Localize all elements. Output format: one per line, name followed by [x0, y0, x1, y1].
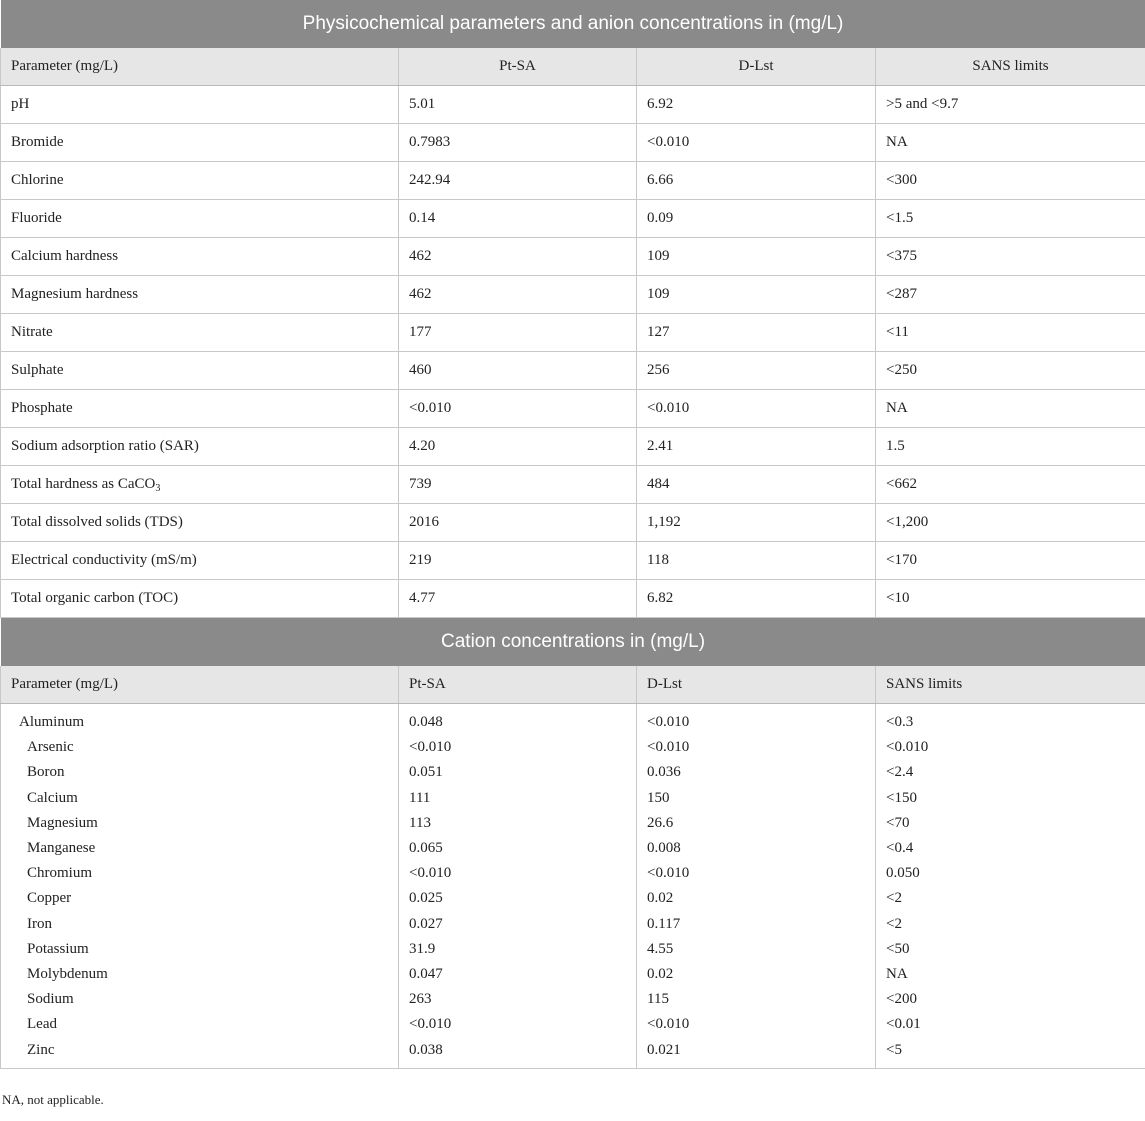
d-lst-cell: 6.66	[637, 162, 876, 200]
d-lst-cell: 6.92	[637, 86, 876, 124]
parameter-cell: Nitrate	[1, 314, 399, 352]
parameter-cell: Copper	[1, 886, 399, 911]
table-row	[1, 987, 1145, 1012]
parameter-cell: Sodium adsorption ratio (SAR)	[1, 428, 399, 466]
pt-sa-cell: 177	[399, 314, 637, 352]
sans-limit-cell: 0.050	[876, 861, 1145, 886]
table-row	[1, 861, 1145, 886]
sans-limit-cell: 1.5	[876, 428, 1145, 466]
parameter-cell: Chromium	[1, 861, 399, 886]
parameter-cell: Bromide	[1, 124, 399, 162]
cation-section	[1, 618, 1145, 1069]
parameter-cell: Manganese	[1, 836, 399, 861]
sans-limit-cell: <250	[876, 352, 1145, 390]
table-row	[1, 504, 1145, 542]
d-lst-cell: <0.010	[637, 390, 876, 428]
table-row	[1, 811, 1145, 836]
parameter-cell: Chlorine	[1, 162, 399, 200]
sans-limit-cell: NA	[876, 124, 1145, 162]
d-lst-cell: 127	[637, 314, 876, 352]
pt-sa-cell: 0.14	[399, 200, 637, 238]
caco3-subscript: 3	[155, 482, 161, 494]
anion-header-row	[1, 48, 1145, 86]
parameter-cell: Zinc	[1, 1037, 399, 1068]
parameter-cell: Molybdenum	[1, 962, 399, 987]
sans-limit-cell: <5	[876, 1037, 1145, 1068]
table-row	[1, 314, 1145, 352]
table-row	[1, 735, 1145, 760]
sans-limit-cell: <2	[876, 912, 1145, 937]
d-lst-cell: <0.010	[637, 1012, 876, 1037]
header-parameter: Parameter (mg/L)	[1, 666, 399, 704]
sans-limit-cell: NA	[876, 390, 1145, 428]
sans-limit-cell: <0.010	[876, 735, 1145, 760]
table-row	[1, 912, 1145, 937]
table-row	[1, 962, 1145, 987]
sans-limit-cell: <150	[876, 786, 1145, 811]
d-lst-cell: <0.010	[637, 704, 876, 736]
pt-sa-cell: 0.027	[399, 912, 637, 937]
anion-section	[1, 0, 1145, 618]
d-lst-cell: <0.010	[637, 735, 876, 760]
cation-section-title: Cation concentrations in (mg/L)	[1, 618, 1145, 667]
header-pt-sa: Pt-SA	[399, 48, 637, 86]
parameter-cell: Sulphate	[1, 352, 399, 390]
d-lst-cell: 0.036	[637, 760, 876, 785]
sans-limit-cell: <1.5	[876, 200, 1145, 238]
parameter-cell: Calcium	[1, 786, 399, 811]
table-row	[1, 162, 1145, 200]
pt-sa-cell: <0.010	[399, 735, 637, 760]
parameter-cell: Boron	[1, 760, 399, 785]
pt-sa-cell: 0.051	[399, 760, 637, 785]
sans-limit-cell: <200	[876, 987, 1145, 1012]
pt-sa-cell: 2016	[399, 504, 637, 542]
header-d-lst: D-Lst	[637, 666, 876, 704]
pt-sa-cell: 0.7983	[399, 124, 637, 162]
table-row	[1, 238, 1145, 276]
parameter-cell: Iron	[1, 912, 399, 937]
d-lst-cell: 0.008	[637, 836, 876, 861]
header-parameter: Parameter (mg/L)	[1, 48, 399, 86]
parameter-cell: Lead	[1, 1012, 399, 1037]
table-row	[1, 200, 1145, 238]
table-row	[1, 580, 1145, 618]
sans-limit-cell: <11	[876, 314, 1145, 352]
d-lst-cell: 0.021	[637, 1037, 876, 1068]
anion-section-title: Physicochemical parameters and anion concentrations in (mg/L)	[1, 0, 1145, 48]
sans-limit-cell: <2	[876, 886, 1145, 911]
table-row	[1, 542, 1145, 580]
sans-limit-cell: <170	[876, 542, 1145, 580]
pt-sa-cell: 0.047	[399, 962, 637, 987]
header-pt-sa: Pt-SA	[399, 666, 637, 704]
pt-sa-cell: 739	[399, 466, 637, 504]
parameter-cell: Arsenic	[1, 735, 399, 760]
pt-sa-cell: 113	[399, 811, 637, 836]
pt-sa-cell: <0.010	[399, 861, 637, 886]
parameter-cell: Electrical conductivity (mS/m)	[1, 542, 399, 580]
parameter-cell: Aluminum	[1, 704, 399, 736]
d-lst-cell: 115	[637, 987, 876, 1012]
d-lst-cell: 256	[637, 352, 876, 390]
table-row	[1, 276, 1145, 314]
parameter-cell: Magnesium	[1, 811, 399, 836]
sans-limit-cell: NA	[876, 962, 1145, 987]
sans-limit-cell: >5 and <9.7	[876, 86, 1145, 124]
pt-sa-cell: 31.9	[399, 937, 637, 962]
pt-sa-cell: 0.065	[399, 836, 637, 861]
parameter-cell: Fluoride	[1, 200, 399, 238]
parameter-cell: Phosphate	[1, 390, 399, 428]
d-lst-cell: 26.6	[637, 811, 876, 836]
sans-limit-cell: <0.4	[876, 836, 1145, 861]
parameter-cell: Total hardness as CaCO$_3$	[1, 466, 399, 504]
parameter-cell: Total organic carbon (TOC)	[1, 580, 399, 618]
d-lst-cell: 1,192	[637, 504, 876, 542]
d-lst-cell: 0.02	[637, 962, 876, 987]
table-row	[1, 466, 1145, 504]
pt-sa-cell: 111	[399, 786, 637, 811]
d-lst-cell: 109	[637, 238, 876, 276]
table-row	[1, 86, 1145, 124]
d-lst-cell: <0.010	[637, 124, 876, 162]
d-lst-cell: 150	[637, 786, 876, 811]
sans-limit-cell: <2.4	[876, 760, 1145, 785]
table-row	[1, 937, 1145, 962]
sans-limit-cell: <50	[876, 937, 1145, 962]
table-row	[1, 836, 1145, 861]
pt-sa-cell: 4.77	[399, 580, 637, 618]
table-row	[1, 886, 1145, 911]
sans-limit-cell: <300	[876, 162, 1145, 200]
pt-sa-cell: 4.20	[399, 428, 637, 466]
sans-limit-cell: <1,200	[876, 504, 1145, 542]
d-lst-cell: 6.82	[637, 580, 876, 618]
header-sans-limits: SANS limits	[876, 666, 1145, 704]
d-lst-cell: 118	[637, 542, 876, 580]
table-row	[1, 786, 1145, 811]
parameter-cell: pH	[1, 86, 399, 124]
parameter-cell: Potassium	[1, 937, 399, 962]
sans-limit-cell: <662	[876, 466, 1145, 504]
d-lst-cell: <0.010	[637, 861, 876, 886]
d-lst-cell: 0.117	[637, 912, 876, 937]
d-lst-cell: 484	[637, 466, 876, 504]
sans-limit-cell: <0.3	[876, 704, 1145, 736]
pt-sa-cell: 462	[399, 238, 637, 276]
d-lst-cell: 2.41	[637, 428, 876, 466]
pt-sa-cell: 219	[399, 542, 637, 580]
header-sans-limits: SANS limits	[876, 48, 1145, 86]
table-row	[1, 352, 1145, 390]
parameter-cell: Sodium	[1, 987, 399, 1012]
parameter-cell: Magnesium hardness	[1, 276, 399, 314]
pt-sa-cell: 462	[399, 276, 637, 314]
pt-sa-cell: 0.038	[399, 1037, 637, 1068]
pt-sa-cell: 460	[399, 352, 637, 390]
sans-limit-cell: <375	[876, 238, 1145, 276]
pt-sa-cell: 0.048	[399, 704, 637, 736]
sans-limit-cell: <287	[876, 276, 1145, 314]
table-row	[1, 1037, 1145, 1068]
table-row	[1, 428, 1145, 466]
parameter-cell: Total dissolved solids (TDS)	[1, 504, 399, 542]
pt-sa-cell: 242.94	[399, 162, 637, 200]
table-row	[1, 124, 1145, 162]
parameter-cell: Calcium hardness	[1, 238, 399, 276]
pt-sa-cell: 263	[399, 987, 637, 1012]
sans-limit-cell: <70	[876, 811, 1145, 836]
d-lst-cell: 4.55	[637, 937, 876, 962]
d-lst-cell: 109	[637, 276, 876, 314]
sans-limit-cell: <10	[876, 580, 1145, 618]
d-lst-cell: 0.09	[637, 200, 876, 238]
pt-sa-cell: 5.01	[399, 86, 637, 124]
table-row	[1, 704, 1145, 736]
header-d-lst: D-Lst	[637, 48, 876, 86]
table-row	[1, 390, 1145, 428]
pt-sa-cell: <0.010	[399, 390, 637, 428]
table-row	[1, 1012, 1145, 1037]
sans-limit-cell: <0.01	[876, 1012, 1145, 1037]
pt-sa-cell: 0.025	[399, 886, 637, 911]
footnote: NA, not applicable.	[2, 1091, 104, 1107]
table-row	[1, 760, 1145, 785]
pt-sa-cell: <0.010	[399, 1012, 637, 1037]
d-lst-cell: 0.02	[637, 886, 876, 911]
cation-header-row	[1, 666, 1145, 704]
